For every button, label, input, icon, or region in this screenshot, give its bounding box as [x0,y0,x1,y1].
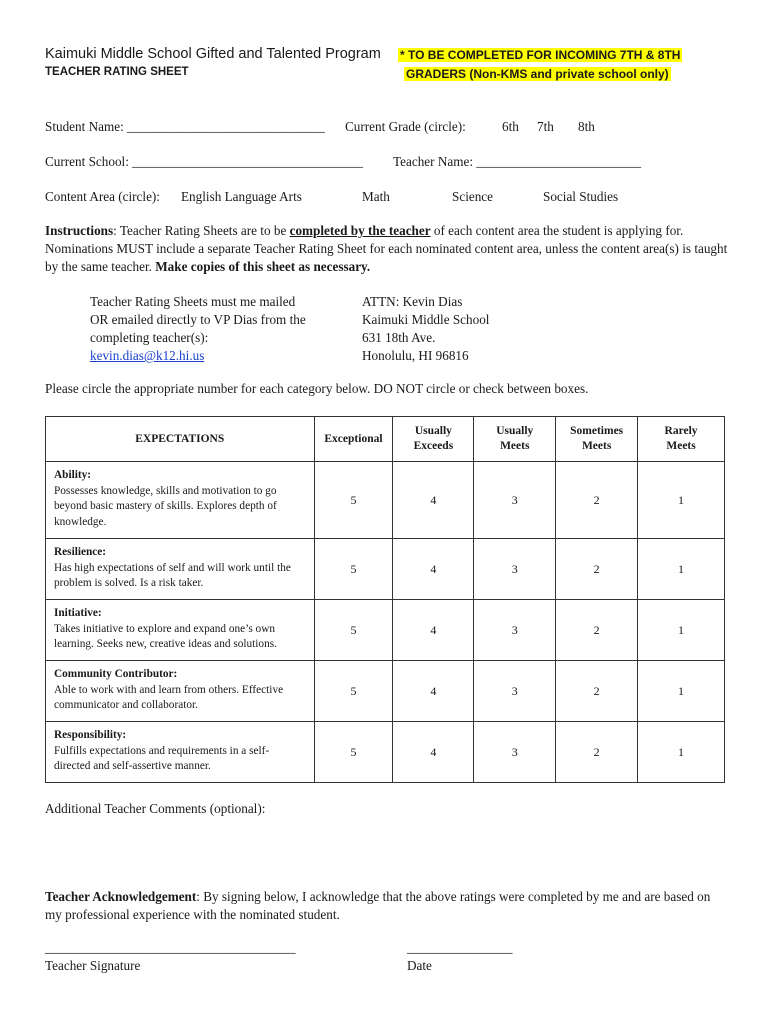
grade-option-6th[interactable]: 6th [502,119,519,134]
score-cell[interactable]: 5 [314,722,393,783]
address-line: ATTN: Kevin Dias [362,294,463,309]
score-cell[interactable]: 2 [556,539,638,600]
date-line[interactable]: ________________ [407,940,513,955]
score-cell[interactable]: 2 [556,600,638,661]
row-desc-text: Fulfills expectations and requirements in a self-directed and self-assertive manner. [54,744,270,772]
grade-option-7th[interactable]: 7th [537,119,554,134]
row-description [46,722,315,783]
sheet-title: TEACHER RATING SHEET [45,66,189,78]
row-desc-text: Possesses knowledge, skills and motivation to go beyond basic mastery of skills. Explores depth of knowledge. [54,484,277,528]
comments-label: Additional Teacher Comments (optional): [45,801,266,816]
column-header-line: Usually [496,425,534,437]
score-cell[interactable]: 4 [393,462,474,539]
row-category: Initiative: [54,607,102,619]
email-link[interactable]: kevin.dias@k12.hi.us [90,348,205,363]
row-desc-text: Has high expectations of self and will work until the problem is solved. Is a risk taker. [54,561,291,589]
circle-instructions: Please circle the appropriate number for each category below. DO NOT circle or check between boxes. [45,381,589,396]
completion-notice [398,46,682,84]
grade-option-8th[interactable]: 8th [578,119,595,134]
table-row [46,462,725,539]
address-line: Kaimuki Middle School [362,312,490,327]
instructions-text-2: of each content area the student is applying for. Nominations MUST include a separate Teacher Rating Sheet for each nominated content area, unless the content area(s) is taught by the same teacher. [45,223,728,274]
signature-label: Teacher Signature [45,958,141,973]
table-header-row [46,417,725,462]
date-label: Date [407,958,432,973]
score-cell[interactable]: 4 [393,600,474,661]
column-header-line: Meets [666,440,696,452]
area-option-ela[interactable]: English Language Arts [181,189,302,204]
column-header-line: Usually [414,425,452,437]
notice-line-1: * TO BE COMPLETED FOR INCOMING 7TH & 8TH [400,48,681,62]
row-desc-text: Takes initiative to explore and expand one’s own learning. Seeks new, creative ideas and solutions. [54,622,277,650]
instructions-emphasis: completed by the teacher [289,223,431,238]
score-cell[interactable]: 5 [314,462,393,539]
score-cell[interactable]: 1 [638,661,725,722]
row-description [46,462,315,539]
area-option-math[interactable]: Math [362,189,390,204]
area-option-science[interactable]: Science [452,189,494,204]
score-cell[interactable]: 4 [393,539,474,600]
mailing-line: Teacher Rating Sheets must me mailed [90,294,296,309]
table-row [46,722,725,783]
instructions-copies: Make copies of this sheet as necessary. [155,259,371,274]
expectations-header: EXPECTATIONS [46,417,315,462]
column-header-line: Exceptional [324,432,383,445]
program-title: Kaimuki Middle School Gifted and Talented Program [45,46,381,62]
score-cell[interactable]: 1 [638,539,725,600]
acknowledgement-label: Teacher Acknowledgement [45,889,197,904]
mailing-address [362,293,489,365]
instructions [45,222,735,276]
table-row [46,539,725,600]
row-category: Ability: [54,469,92,481]
column-header-line: Exceeds [413,440,454,452]
table-row [46,600,725,661]
acknowledgement-text: : By signing below, I acknowledge that the above ratings were completed by me and are based on my professional experience with the nominated student. [45,889,711,922]
column-header-line: Sometimes [570,425,624,437]
column-header-usually-exceeds [393,417,474,462]
column-header-sometimes-meets [556,417,638,462]
score-cell[interactable]: 4 [393,722,474,783]
column-header-line: Meets [581,440,612,452]
mailing-line: OR emailed directly to VP Dias from the [90,312,306,327]
score-cell[interactable]: 3 [474,661,556,722]
table-row [46,661,725,722]
score-cell[interactable]: 3 [474,600,556,661]
address-line: Honolulu, HI 96816 [362,348,469,363]
row-category: Resilience: [54,546,107,558]
notice-line-2: GRADERS (Non-KMS and private school only) [406,67,669,81]
score-cell[interactable]: 3 [474,722,556,783]
score-cell[interactable]: 4 [393,661,474,722]
mailing-instructions [90,293,306,365]
mailing-line: completing teacher(s): [90,330,209,345]
current-school-field[interactable]: Current School: ___________________________________ [45,154,363,169]
instructions-label: Instructions [45,223,114,238]
row-category: Community Contributor: [54,668,178,680]
area-option-social-studies[interactable]: Social Studies [543,189,619,204]
score-cell[interactable]: 1 [638,722,725,783]
row-description [46,539,315,600]
teacher-name-field[interactable]: Teacher Name: _________________________ [393,154,642,169]
signature-line[interactable]: ______________________________________ [45,940,296,955]
address-line: 631 18th Ave. [362,330,436,345]
row-description [46,661,315,722]
score-cell[interactable]: 1 [638,462,725,539]
column-header-line: Meets [500,440,530,452]
instructions-text-1: : Teacher Rating Sheets are to be [113,223,290,238]
row-description [46,600,315,661]
score-cell[interactable]: 2 [556,661,638,722]
row-desc-text: Able to work with and learn from others. Effective communicator and collaborator. [54,683,284,711]
score-cell[interactable]: 2 [556,722,638,783]
score-cell[interactable]: 1 [638,600,725,661]
score-cell[interactable]: 5 [314,539,393,600]
score-cell[interactable]: 5 [314,600,393,661]
score-cell[interactable]: 2 [556,462,638,539]
current-grade-label: Current Grade (circle): [345,119,466,134]
column-header-usually-meets [474,417,556,462]
score-cell[interactable]: 3 [474,539,556,600]
student-name-field[interactable]: Student Name: ______________________________ [45,119,325,134]
column-header-line: Rarely [664,425,698,437]
column-header-exceptional [314,417,393,462]
rating-table [45,416,725,783]
score-cell[interactable]: 5 [314,661,393,722]
acknowledgement [45,888,725,924]
score-cell[interactable]: 3 [474,462,556,539]
content-area-label: Content Area (circle): [45,189,160,204]
column-header-rarely-meets [638,417,725,462]
row-category: Responsibility: [54,729,127,741]
